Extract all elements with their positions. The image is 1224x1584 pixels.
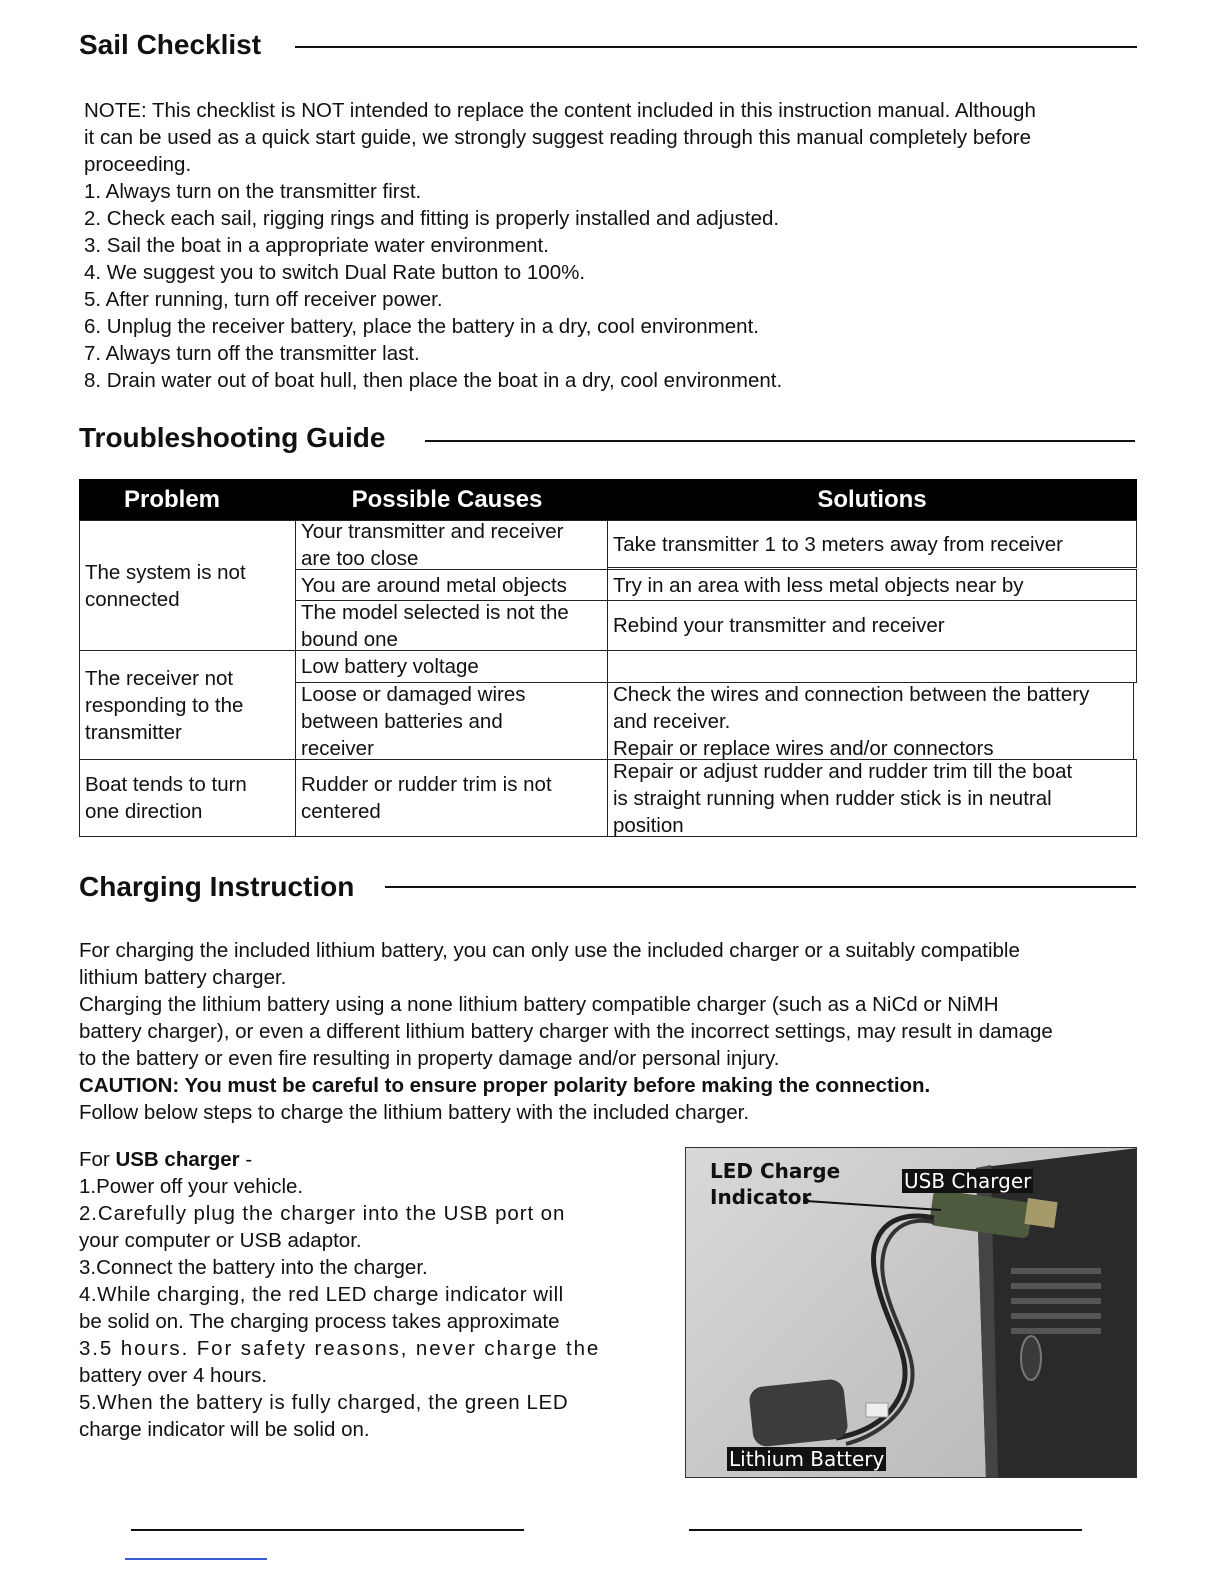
footer-rule-right [689,1529,1082,1531]
usb-charger-label: USB Charger [904,1169,1032,1193]
step-line: 2.Carefully plug the charger into the USB port on [79,1202,566,1225]
cause-text: bound one [301,627,398,651]
charging-intro [79,937,1053,1126]
para-line: to the battery or even fire resulting in property damage and/or personal injury. [79,1047,780,1070]
sail-note [84,97,1036,394]
led-label [710,1158,840,1210]
sail-checklist-title: Sail Checklist [79,29,277,61]
checklist-item: 6. Unplug the receiver battery, place the battery in a dry, cool environment. [84,315,759,338]
cause-text: receiver [301,736,374,760]
step-line: battery over 4 hours. [79,1364,268,1387]
problem-text: one direction [85,800,203,823]
solution-text: Repair or replace wires and/or connectors [613,736,994,760]
troubleshooting-title: Troubleshooting Guide [79,422,401,454]
troubleshooting-table [79,479,1137,837]
cause-text: Low battery voltage [301,655,479,678]
cause-cell [295,600,608,651]
step-line: charge indicator will be solid on. [79,1418,370,1441]
step-line: be solid on. The charging process takes approximate [79,1310,560,1333]
led-label-line: LED Charge [710,1159,841,1183]
note-line: proceeding. [84,153,192,176]
solution-text: Repair or adjust rudder and rudder trim till the boat [613,759,1073,783]
note-line: NOTE: This checklist is NOT intended to replace the content included in this instruction manual. Although [84,99,1036,122]
checklist-item: 8. Drain water out of boat hull, then place the boat in a dry, cool environment. [84,369,783,392]
problem-text: Boat tends to turn [85,773,247,796]
para-line: lithium battery charger. [79,966,287,989]
problem-text: The system is not [85,560,246,584]
cause-text: Rudder or rudder trim is not [301,773,552,796]
solution-text: is straight running when rudder stick is in neutral [613,786,1052,810]
cause-text: between batteries and [301,709,503,733]
solution-text: Check the wires and connection between the battery [613,682,1090,706]
solution-text: Take transmitter 1 to 3 meters away from receiver [613,532,1064,556]
usb-prefix: For [79,1148,116,1171]
checklist-item: 1. Always turn on the transmitter first. [84,180,422,203]
checklist-item: 7. Always turn off the transmitter last. [84,342,420,365]
lithium-battery [748,1378,849,1448]
solution-cell [607,520,1137,568]
lithium-battery-label: Lithium Battery [729,1447,885,1471]
footer-link-underline[interactable] [125,1558,267,1560]
problem-text: connected [85,587,180,611]
step-line: 3.5 hours. For safety reasons, never charge the [79,1337,601,1360]
cause-text: You are around metal objects [301,573,567,597]
header-solutions: Solutions [817,486,927,513]
solution-text: and receiver. [613,709,731,733]
charger-photo [685,1147,1137,1478]
cause-text: Your transmitter and receiver [301,520,564,543]
note-line: it can be used as a quick start guide, we strongly suggest reading through this manual completely before [84,126,1031,149]
cause-cell [295,682,608,760]
usb-plug-metal [1024,1198,1057,1228]
para-line: For charging the included lithium battery, you can only use the included charger or a suitably compatible [79,939,1020,962]
problem-cell [79,759,296,837]
charging-title: Charging Instruction [79,871,370,903]
problem-cell [79,520,296,651]
solution-cell [607,600,1137,651]
cause-text: centered [301,800,381,823]
charging-title-rule [385,886,1136,888]
solution-cell [607,682,1134,760]
header-causes: Possible Causes [351,486,543,513]
step-line: 4.While charging, the red LED charge indicator will [79,1283,564,1306]
cause-text: Loose or damaged wires [301,682,526,706]
caution-text: CAUTION: You must be careful to ensure proper polarity before making the connection. [79,1074,931,1097]
cause-cell [295,650,608,683]
problem-text: transmitter [85,720,182,744]
footer-rule-left [131,1529,524,1531]
problem-cell [79,650,296,760]
header-problem: Problem [123,486,221,513]
battery-connector [866,1403,888,1417]
cause-cell [295,520,608,570]
solution-text: Rebind your transmitter and receiver [613,614,945,637]
cause-text: are too close [301,547,419,570]
checklist-item: 5. After running, turn off receiver power. [84,288,443,311]
para-line: battery charger), or even a different lithium battery charger with the incorrect settings, may result in damage [79,1020,1053,1043]
usb-suffix: - [239,1148,253,1171]
solution-text: Try in an area with less metal objects near by [613,573,1024,597]
usb-heading [79,1146,609,1173]
step-line: 1.Power off your vehicle. [79,1175,304,1198]
trouble-title-rule [425,440,1135,442]
follow-text: Follow below steps to charge the lithium battery with the included charger. [79,1101,750,1124]
usb-charger-bold: USB charger [115,1148,240,1171]
checklist-item: 3. Sail the boat in a appropriate water environment. [84,234,549,257]
power-button [1021,1336,1041,1380]
checklist-item: 2. Check each sail, rigging rings and fitting is properly installed and adjusted. [84,207,780,230]
usb-steps [79,1146,609,1443]
cause-text: The model selected is not the [301,600,569,624]
table-header [79,479,1137,520]
solution-cell [607,569,1137,601]
sail-title-rule [295,46,1137,48]
cause-cell [295,759,608,837]
solution-cell [607,759,1137,837]
problem-text: The receiver not [85,666,234,690]
para-line: Charging the lithium battery using a none lithium battery compatible charger (such as a NiCd or NiMH [79,993,999,1016]
cause-cell [295,569,608,601]
solution-text: position [613,813,684,837]
checklist-item: 4. We suggest you to switch Dual Rate button to 100%. [84,261,586,284]
problem-text: responding to the [85,693,244,717]
step-line: your computer or USB adaptor. [79,1229,362,1252]
solution-cell-empty [607,650,1137,683]
step-line: 3.Connect the battery into the charger. [79,1256,428,1279]
led-label-line: Indicator [710,1185,812,1209]
step-line: 5.When the battery is fully charged, the green LED [79,1391,569,1414]
